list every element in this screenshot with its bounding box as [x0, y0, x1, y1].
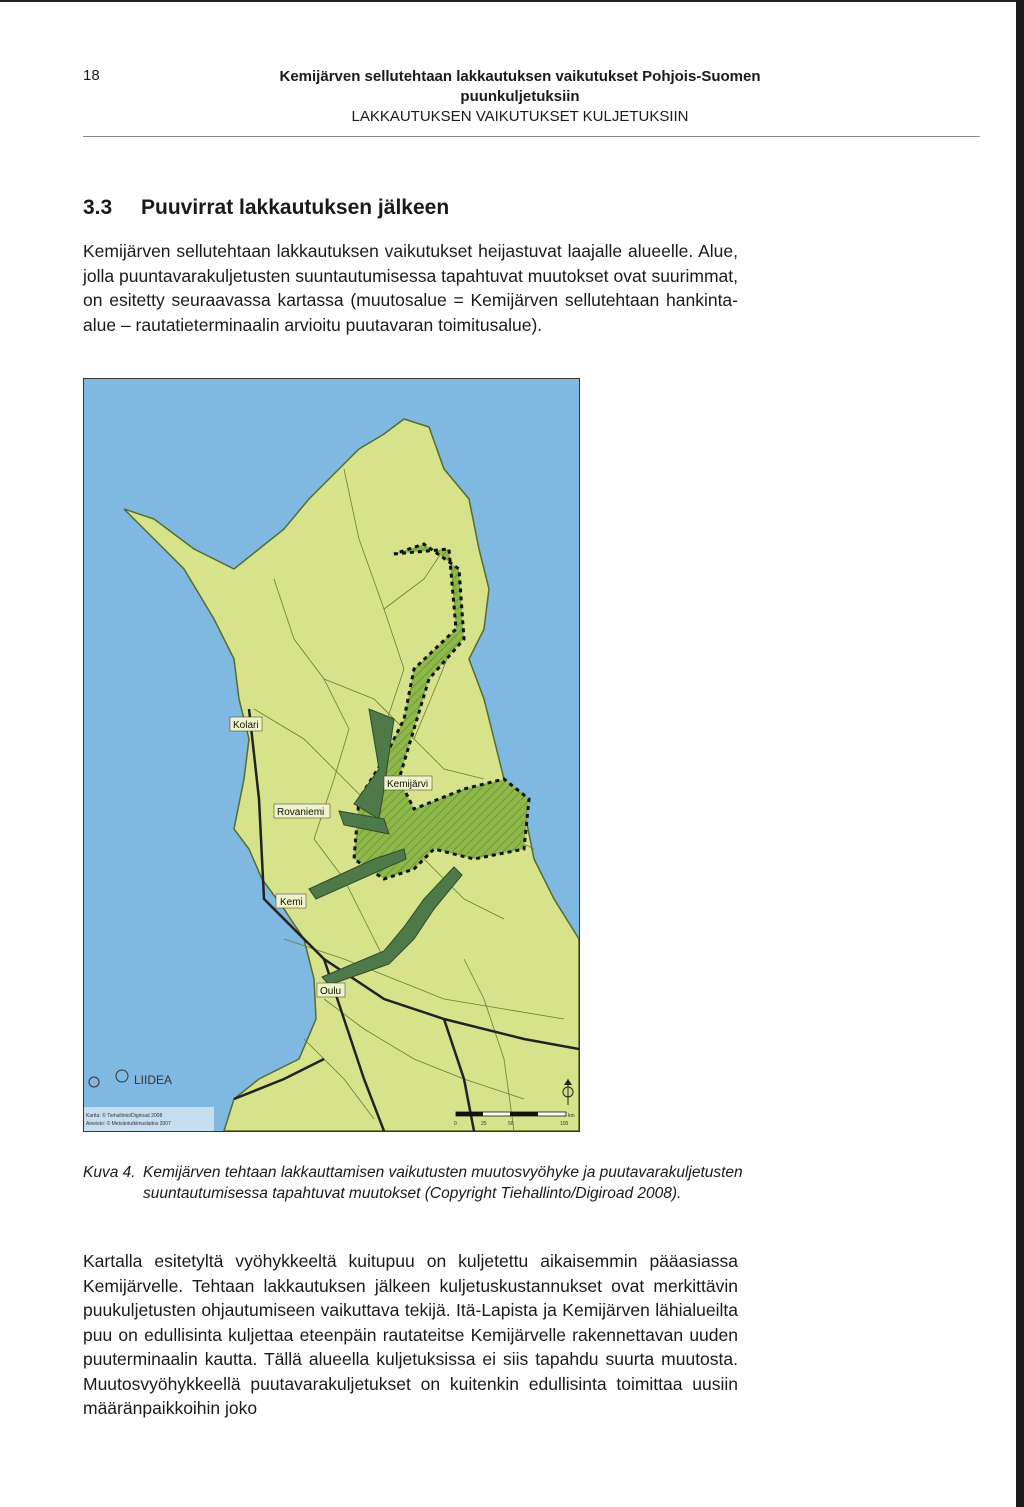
- scale-label-50: 50: [508, 1121, 514, 1127]
- header-subtitle: LAKKAUTUKSEN VAIKUTUKSET KULJETUKSIIN: [351, 108, 689, 125]
- label-kemi: Kemi: [280, 897, 303, 908]
- section-number: 3.3: [83, 196, 113, 219]
- scale-label-25: 25: [481, 1121, 487, 1127]
- label-oulu: Oulu: [320, 986, 342, 997]
- label-rovaniemi: Rovaniemi: [277, 807, 325, 818]
- land-area: [124, 419, 579, 1131]
- logo-text: LIIDEA: [134, 1073, 173, 1087]
- header-title-line2: puunkuljetuksiin: [460, 88, 580, 105]
- map-svg: [84, 379, 579, 1131]
- label-kemijarvi: Kemijärvi: [387, 779, 429, 790]
- caption-label: Kuva 4.: [83, 1164, 136, 1181]
- caption-text: Kemijärven tehtaan lakkauttamisen vaikutusten muutosvyöhyke ja puutavarakuljetusten suuntautumisessa tapahtuvat muutokset (Copyright Tiehallinto/Digiroad 2008).: [143, 1164, 743, 1202]
- liidea-logo: [89, 1070, 172, 1087]
- page-top-border: [0, 0, 1024, 2]
- scale-label-0: 0: [454, 1121, 457, 1127]
- section-title: Puuvirrat lakkautuksen jälkeen: [141, 196, 450, 219]
- running-header: [180, 67, 860, 127]
- scale-label-100: 100: [560, 1121, 569, 1127]
- credit-line-2: Aineisto: © Metsäntutkimuslaitos 2007: [86, 1121, 171, 1127]
- header-title-line1: Kemijärven sellutehtaan lakkautuksen vaikutukset Pohjois-Suomen: [279, 68, 761, 85]
- body-paragraph: Kartalla esitetyltä vyöhykkeeltä kuitupuu on kuljetettu aikaisemmin pääasiassa Kemijärvelle. Tehtaan lakkautuksen jälkeen kuljetuskustannukset ovat merkittävin puukuljetusten ohjautumiseen vaikuttava tekijä. Itä-Lapista ja Kemijärven lähialueilta puu on edullisinta kuljettaa eteenpäin rautateitse Kemijärvelle rakennettavan uuden puuterminaalin kautta. Tällä alueella kuljetuksissa ei siis tapahdu suurta muutosta. Muutosvyöhykkeellä puutavarakuljetukset on kuitenkin edullisinta toimittaa uusiin määränpaikkoihin joko: [83, 1251, 738, 1418]
- page-number: 18: [83, 67, 100, 84]
- header-divider: [83, 136, 980, 137]
- scale-unit: km: [568, 1113, 575, 1119]
- page-right-border: [1016, 0, 1024, 1507]
- section-heading: [83, 196, 449, 220]
- credit-line-1: Kartta: © Tiehallinto/Digiroad 2008: [86, 1113, 163, 1119]
- intro-paragraph: Kemijärven sellutehtaan lakkautuksen vaikutukset heijastuvat laajalle alueelle. Alue, jolla puuntavarakuljetusten suuntautumisessa tapahtuvat muutokset ovat suurimmat, on esitetty seuraavassa kartassa (muutosalue = Kemijärven sellutehtaan hankinta-alue – rautatieterminaalin arvioitu puutavaran toimitusalue).: [83, 241, 738, 335]
- label-kolari: Kolari: [233, 720, 259, 731]
- map-figure: [83, 378, 580, 1132]
